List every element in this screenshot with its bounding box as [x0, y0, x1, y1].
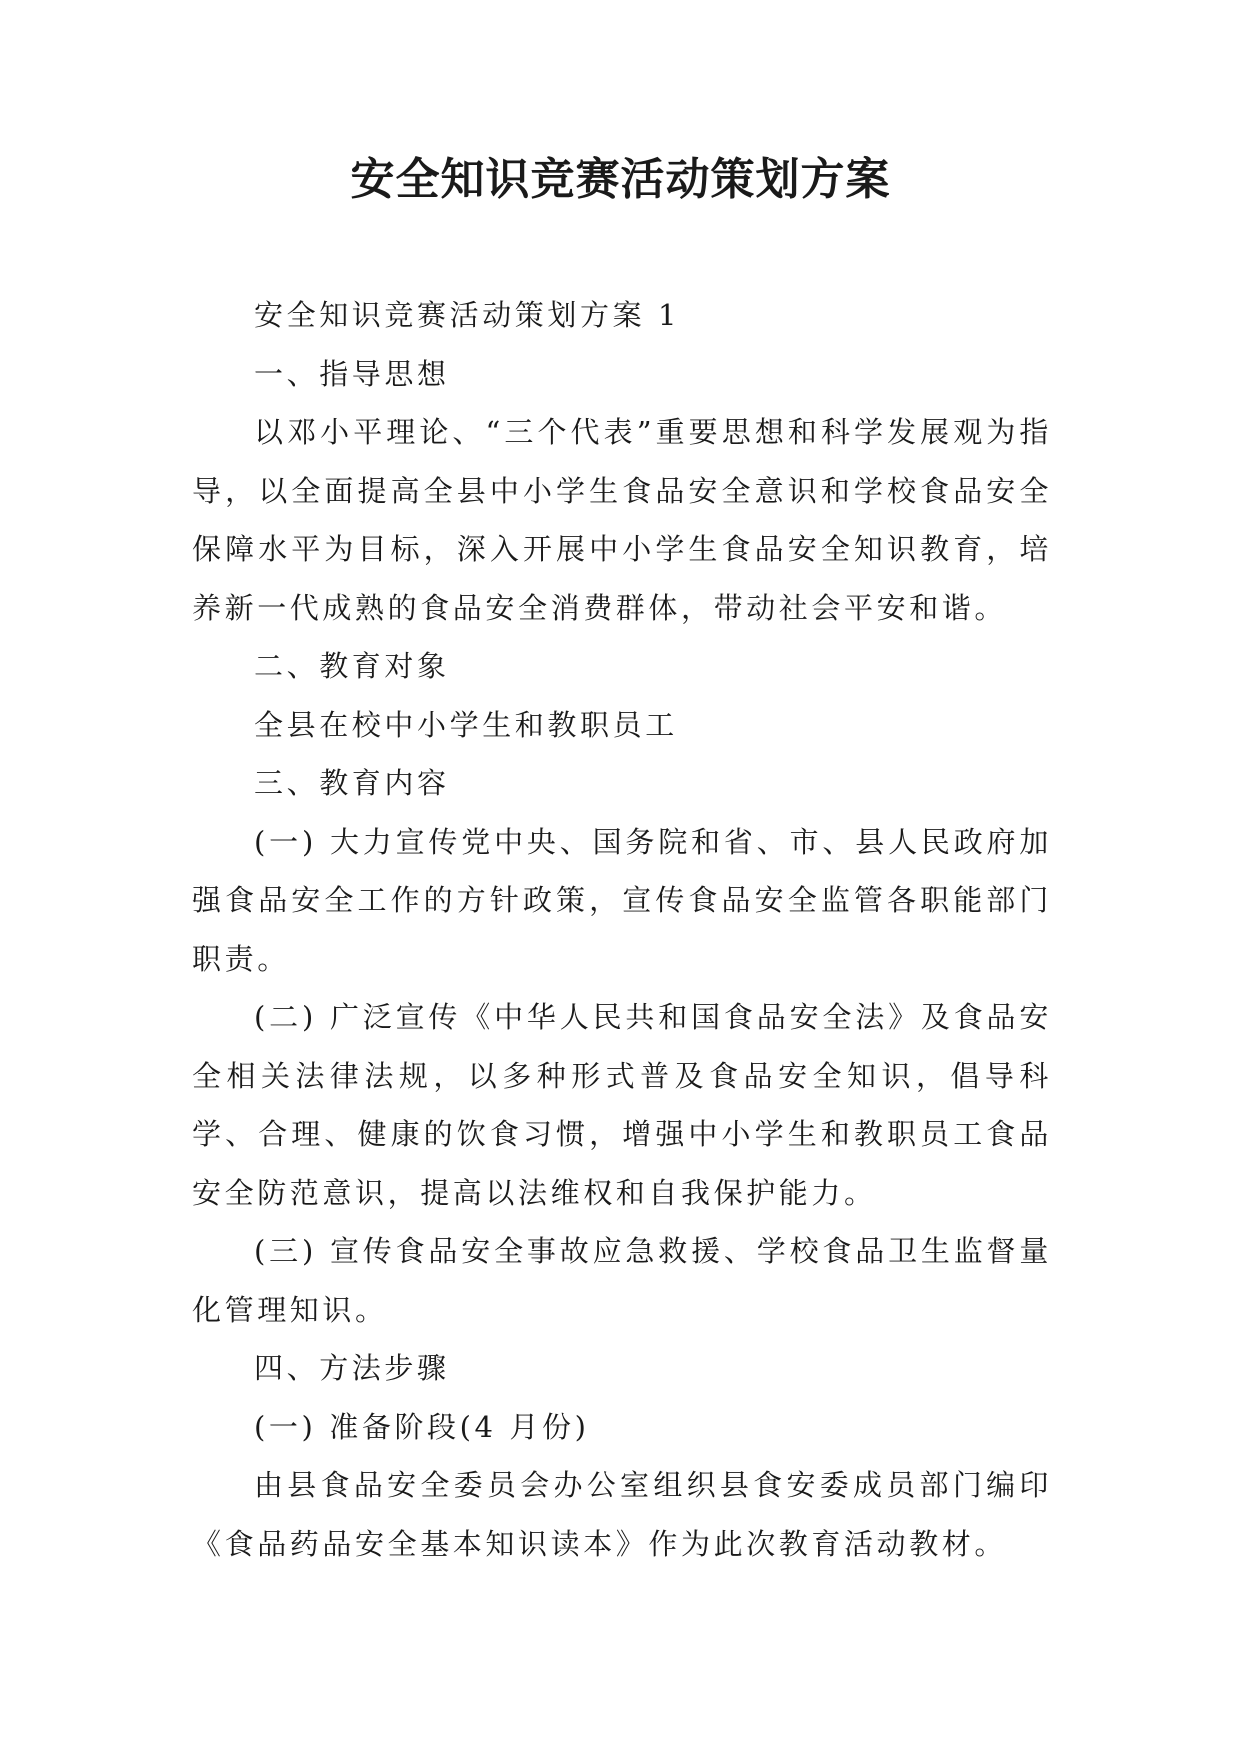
- paragraph-education-target: 全县在校中小学生和教职员工: [254, 707, 678, 742]
- document-title: 安全知识竞赛活动策划方案: [350, 154, 891, 205]
- heading-education-target: 二、教育对象: [254, 649, 450, 683]
- paragraph-preparation-detail: 由县食品安全委员会办公室组织县食安委成员部门编印《食品药品安全基本知识读本》作为此次教育活动教材。: [192, 1468, 1052, 1561]
- paragraph-plan-subtitle: 安全知识竞赛活动策划方案 1: [254, 298, 681, 332]
- heading-guiding-ideology: 一、指导思想: [254, 356, 450, 391]
- paragraph-content-item-3: (三) 宣传食品安全事故应急救援、学校食品卫生监督量化管理知识。: [192, 1234, 1052, 1327]
- paragraph-preparation-stage: (一) 准备阶段(4 月份): [254, 1409, 590, 1444]
- paragraph-guiding-ideology: 以邓小平理论、“三个代表”重要思想和科学发展观为指导，以全面提高全县中小学生食品安全意识和学校食品安全保障水平为目标，深入开展中小学生食品安全知识教育，培养新一代成熟的食品安全消费群体，带动社会平安和谐。: [192, 415, 1052, 625]
- heading-method-steps: 四、方法步骤: [254, 1351, 450, 1385]
- paragraph-content-item-1: (一) 大力宣传党中央、国务院和省、市、县人民政府加强食品安全工作的方针政策，宣传食品安全监管各职能部门职责。: [192, 824, 1052, 976]
- heading-education-content: 三、教育内容: [254, 766, 450, 800]
- document-body: [192, 286, 1052, 1573]
- paragraph-content-item-2: (二) 广泛宣传《中华人民共和国食品安全法》及食品安全相关法律法规，以多种形式普及食品安全知识，倡导科学、合理、健康的饮食习惯，增强中小学生和教职员工食品安全防范意识，提高以法维权和自我保护能力。: [192, 1000, 1052, 1210]
